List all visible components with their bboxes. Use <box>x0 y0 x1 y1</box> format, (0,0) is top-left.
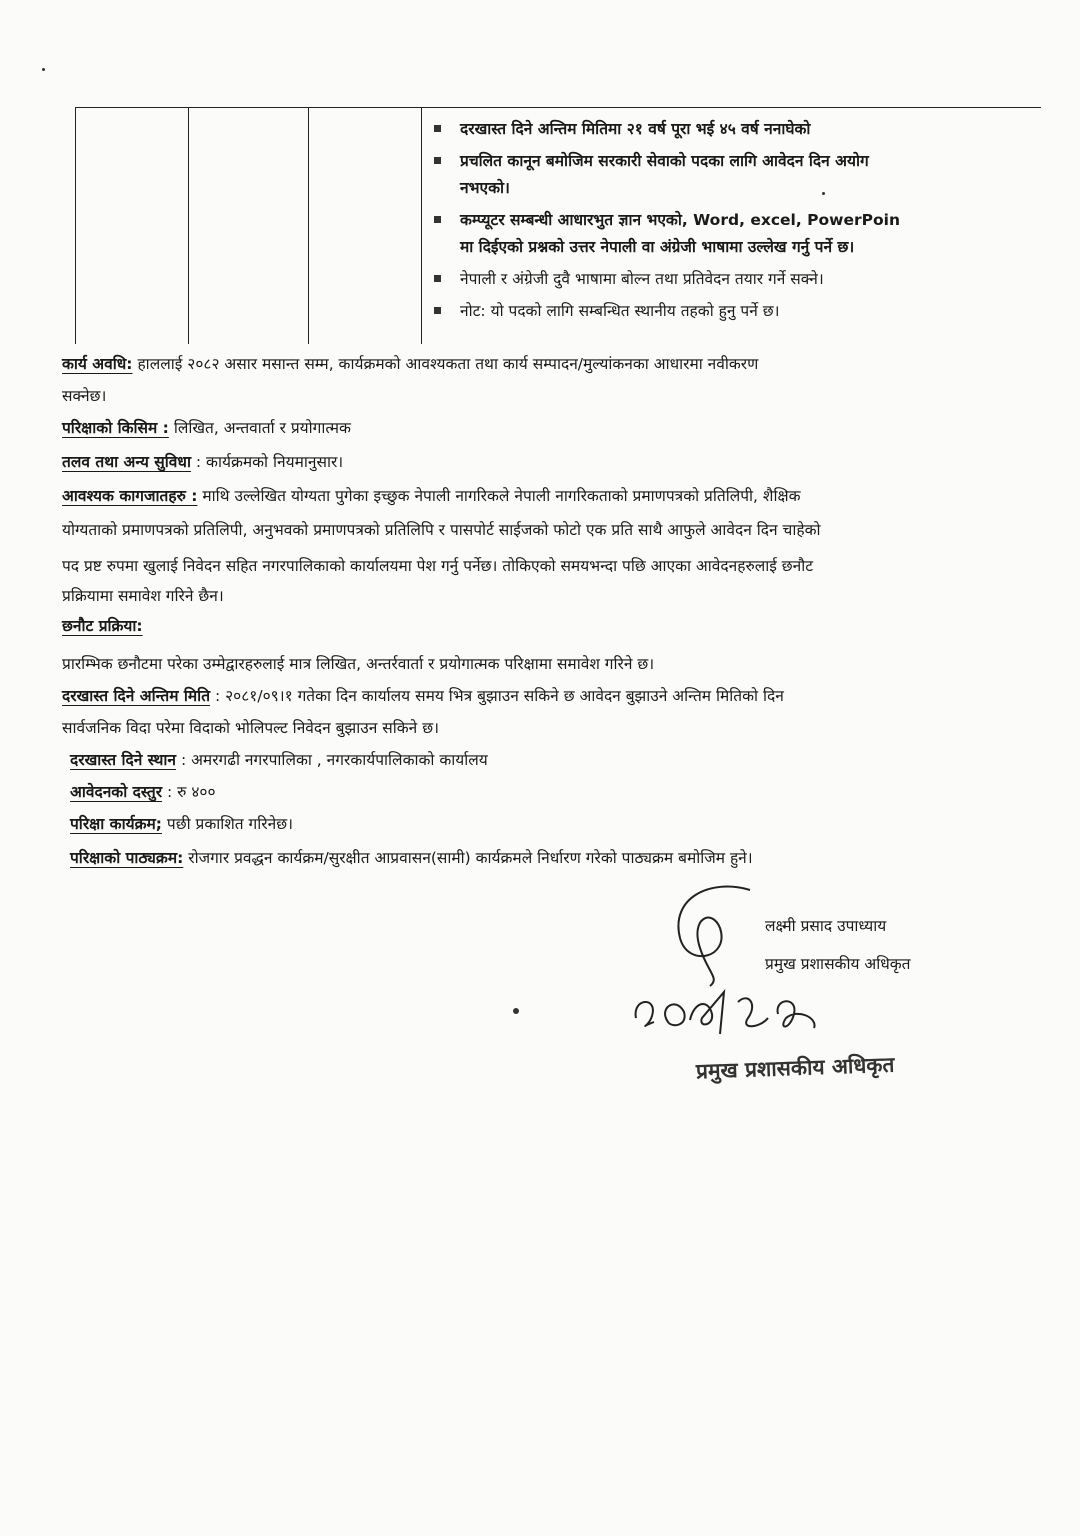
requirement-item <box>428 266 1040 293</box>
requirement-text: दरखास्त दिने अन्तिम मितिमा २१ वर्ष पूरा भई ४५ वर्ष ननाघेको <box>460 120 811 138</box>
selection-text: प्रारम्भिक छनौटमा परेका उम्मेद्वारहरुलाई मात्र लिखित, अन्तर्रवार्ता र प्रयोगात्मक परिक्षामा समावेश गरिने छ। <box>62 655 655 673</box>
exam-schedule-line <box>70 812 293 834</box>
deadline-line <box>62 684 784 706</box>
selection-label-line <box>62 614 143 636</box>
syllabus-line <box>70 846 753 868</box>
fee-value: : रु ४०० <box>162 783 216 801</box>
work-period-line-2: सक्नेछ। <box>62 387 107 405</box>
scan-speck <box>513 1008 519 1014</box>
documents-label: आवश्यक कागजातहरु : <box>62 487 198 505</box>
scan-speck <box>822 192 825 195</box>
requirement-item <box>428 148 1040 202</box>
requirement-item <box>428 116 1040 143</box>
work-period-text: हाललाई २०८२ असार मसान्त सम्म, कार्यक्रमको आवश्यकता तथा कार्य सम्पादन/मुल्यांकनका आधारमा नवीकरण <box>132 355 759 373</box>
documents-line-2: योग्यताको प्रमाणपत्रको प्रतिलिपी, अनुभवको प्रमाणपत्रको प्रतिलिपि र पासपोर्ट साईजको फोटो एक प्रति साथै आफुले आवेदन दिन चाहेको <box>62 521 821 539</box>
bullet-square-icon <box>434 275 441 282</box>
bullet-square-icon <box>434 307 441 314</box>
syllabus-label: परिक्षाको पाठ्यक्रम: <box>70 849 184 867</box>
fee-line <box>70 780 216 802</box>
exam-type-line <box>62 416 351 438</box>
deadline-label: दरखास्त दिने अन्तिम मिति <box>62 687 211 705</box>
qualification-table <box>75 107 1041 344</box>
bullet-square-icon <box>434 216 441 223</box>
table-column-divider <box>308 108 309 344</box>
syllabus-value: रोजगार प्रवद्धन कार्यक्रम/सुरक्षीत आप्रवासन(सामी) कार्यक्रमले निर्धारण गरेको पाठ्यक्रम बमोजिम हुने। <box>183 849 753 867</box>
requirement-text-cont: नभएको। <box>460 179 510 197</box>
requirement-text: नोट: यो पदको लागि सम्बन्धित स्थानीय तहको हुनु पर्ने छ। <box>460 302 780 320</box>
documents-line-3: पद प्रष्ट रुपमा खुलाई निवेदन सहित नगरपालिकाको कार्यालयमा पेश गर्नु पर्नेछ। तोकिएको समयभन्दा पछि आएका आवेदनहरुलाई छनौट <box>62 557 814 575</box>
exam-type-label: परिक्षाको किसिम : <box>62 419 169 437</box>
fee-label: आवेदनको दस्तुर <box>70 783 163 801</box>
location-line <box>70 748 488 770</box>
signatory-title: प्रमुख प्रशासकीय अधिकृत <box>765 955 911 973</box>
salary-label: तलव तथा अन्य सुविधा <box>62 453 191 471</box>
requirement-text-cont: मा दिईएको प्रश्नको उत्तर नेपाली वा अंग्रेजी भाषामा उल्लेख गर्नु पर्ने छ। <box>460 238 855 256</box>
exam-type-value: लिखित, अन्तवार्ता र प्रयोगात्मक <box>168 419 351 437</box>
requirements-list <box>428 116 1040 330</box>
documents-text: माथि उल्लेखित योग्यता पुगेका इच्छुक नेपाली नागरिकले नेपाली नागरिकताको प्रमाणपत्रको प्रतिलिपी, शैक्षिक <box>197 487 801 505</box>
requirement-text: प्रचलित कानून बमोजिम सरकारी सेवाको पदका लागि आवेदन दिन अयोग <box>460 152 869 170</box>
work-period-label: कार्य अवधि: <box>62 355 133 373</box>
scan-speck <box>42 68 45 71</box>
documents-line-4: प्रक्रियामा समावेश गरिने छैन। <box>62 587 224 605</box>
signatory-name: लक्ष्मी प्रसाद उपाध्याय <box>765 917 887 935</box>
location-value: : अमरगढी नगरपालिका , नगरकार्यपालिकाको कार्यालय <box>176 751 488 769</box>
documents-line <box>62 484 801 506</box>
handwritten-date <box>628 978 838 1038</box>
deadline-text: : २०८१/०९।१ गतेका दिन कार्यालय समय भित्र बुझाउन सकिने छ आवेदन बुझाउने अन्तिम मितिको दिन <box>210 687 784 705</box>
salary-line <box>62 450 343 472</box>
requirement-item <box>428 207 1040 261</box>
location-label: दरखास्त दिने स्थान <box>70 751 177 769</box>
signature-scribble <box>650 878 780 988</box>
official-stamp: प्रमुख प्रशासकीय अधिकृत <box>695 1052 895 1084</box>
table-column-divider <box>188 108 189 344</box>
exam-schedule-label: परिक्षा कार्यक्रम; <box>70 815 162 833</box>
requirement-text: कम्प्यूटर सम्बन्धी आधारभुत ज्ञान भएको, Word, excel, PowerPoin <box>460 211 900 229</box>
exam-schedule-value: पछी प्रकाशित गरिनेछ। <box>161 815 293 833</box>
table-column-divider <box>421 108 422 344</box>
deadline-line-2: सार्वजनिक विदा परेमा विदाको भोलिपल्ट निवेदन बुझाउन सकिने छ। <box>62 719 439 737</box>
salary-value: : कार्यक्रमको नियमानुसार। <box>190 453 344 471</box>
selection-label: छनौट प्रक्रिया: <box>62 617 143 635</box>
work-period-line <box>62 352 758 374</box>
bullet-square-icon <box>434 125 441 132</box>
bullet-square-icon <box>434 157 441 164</box>
requirement-text: नेपाली र अंग्रेजी दुवै भाषामा बोल्न तथा प्रतिवेदन तयार गर्ने सक्ने। <box>460 270 824 288</box>
requirement-item <box>428 298 1040 325</box>
